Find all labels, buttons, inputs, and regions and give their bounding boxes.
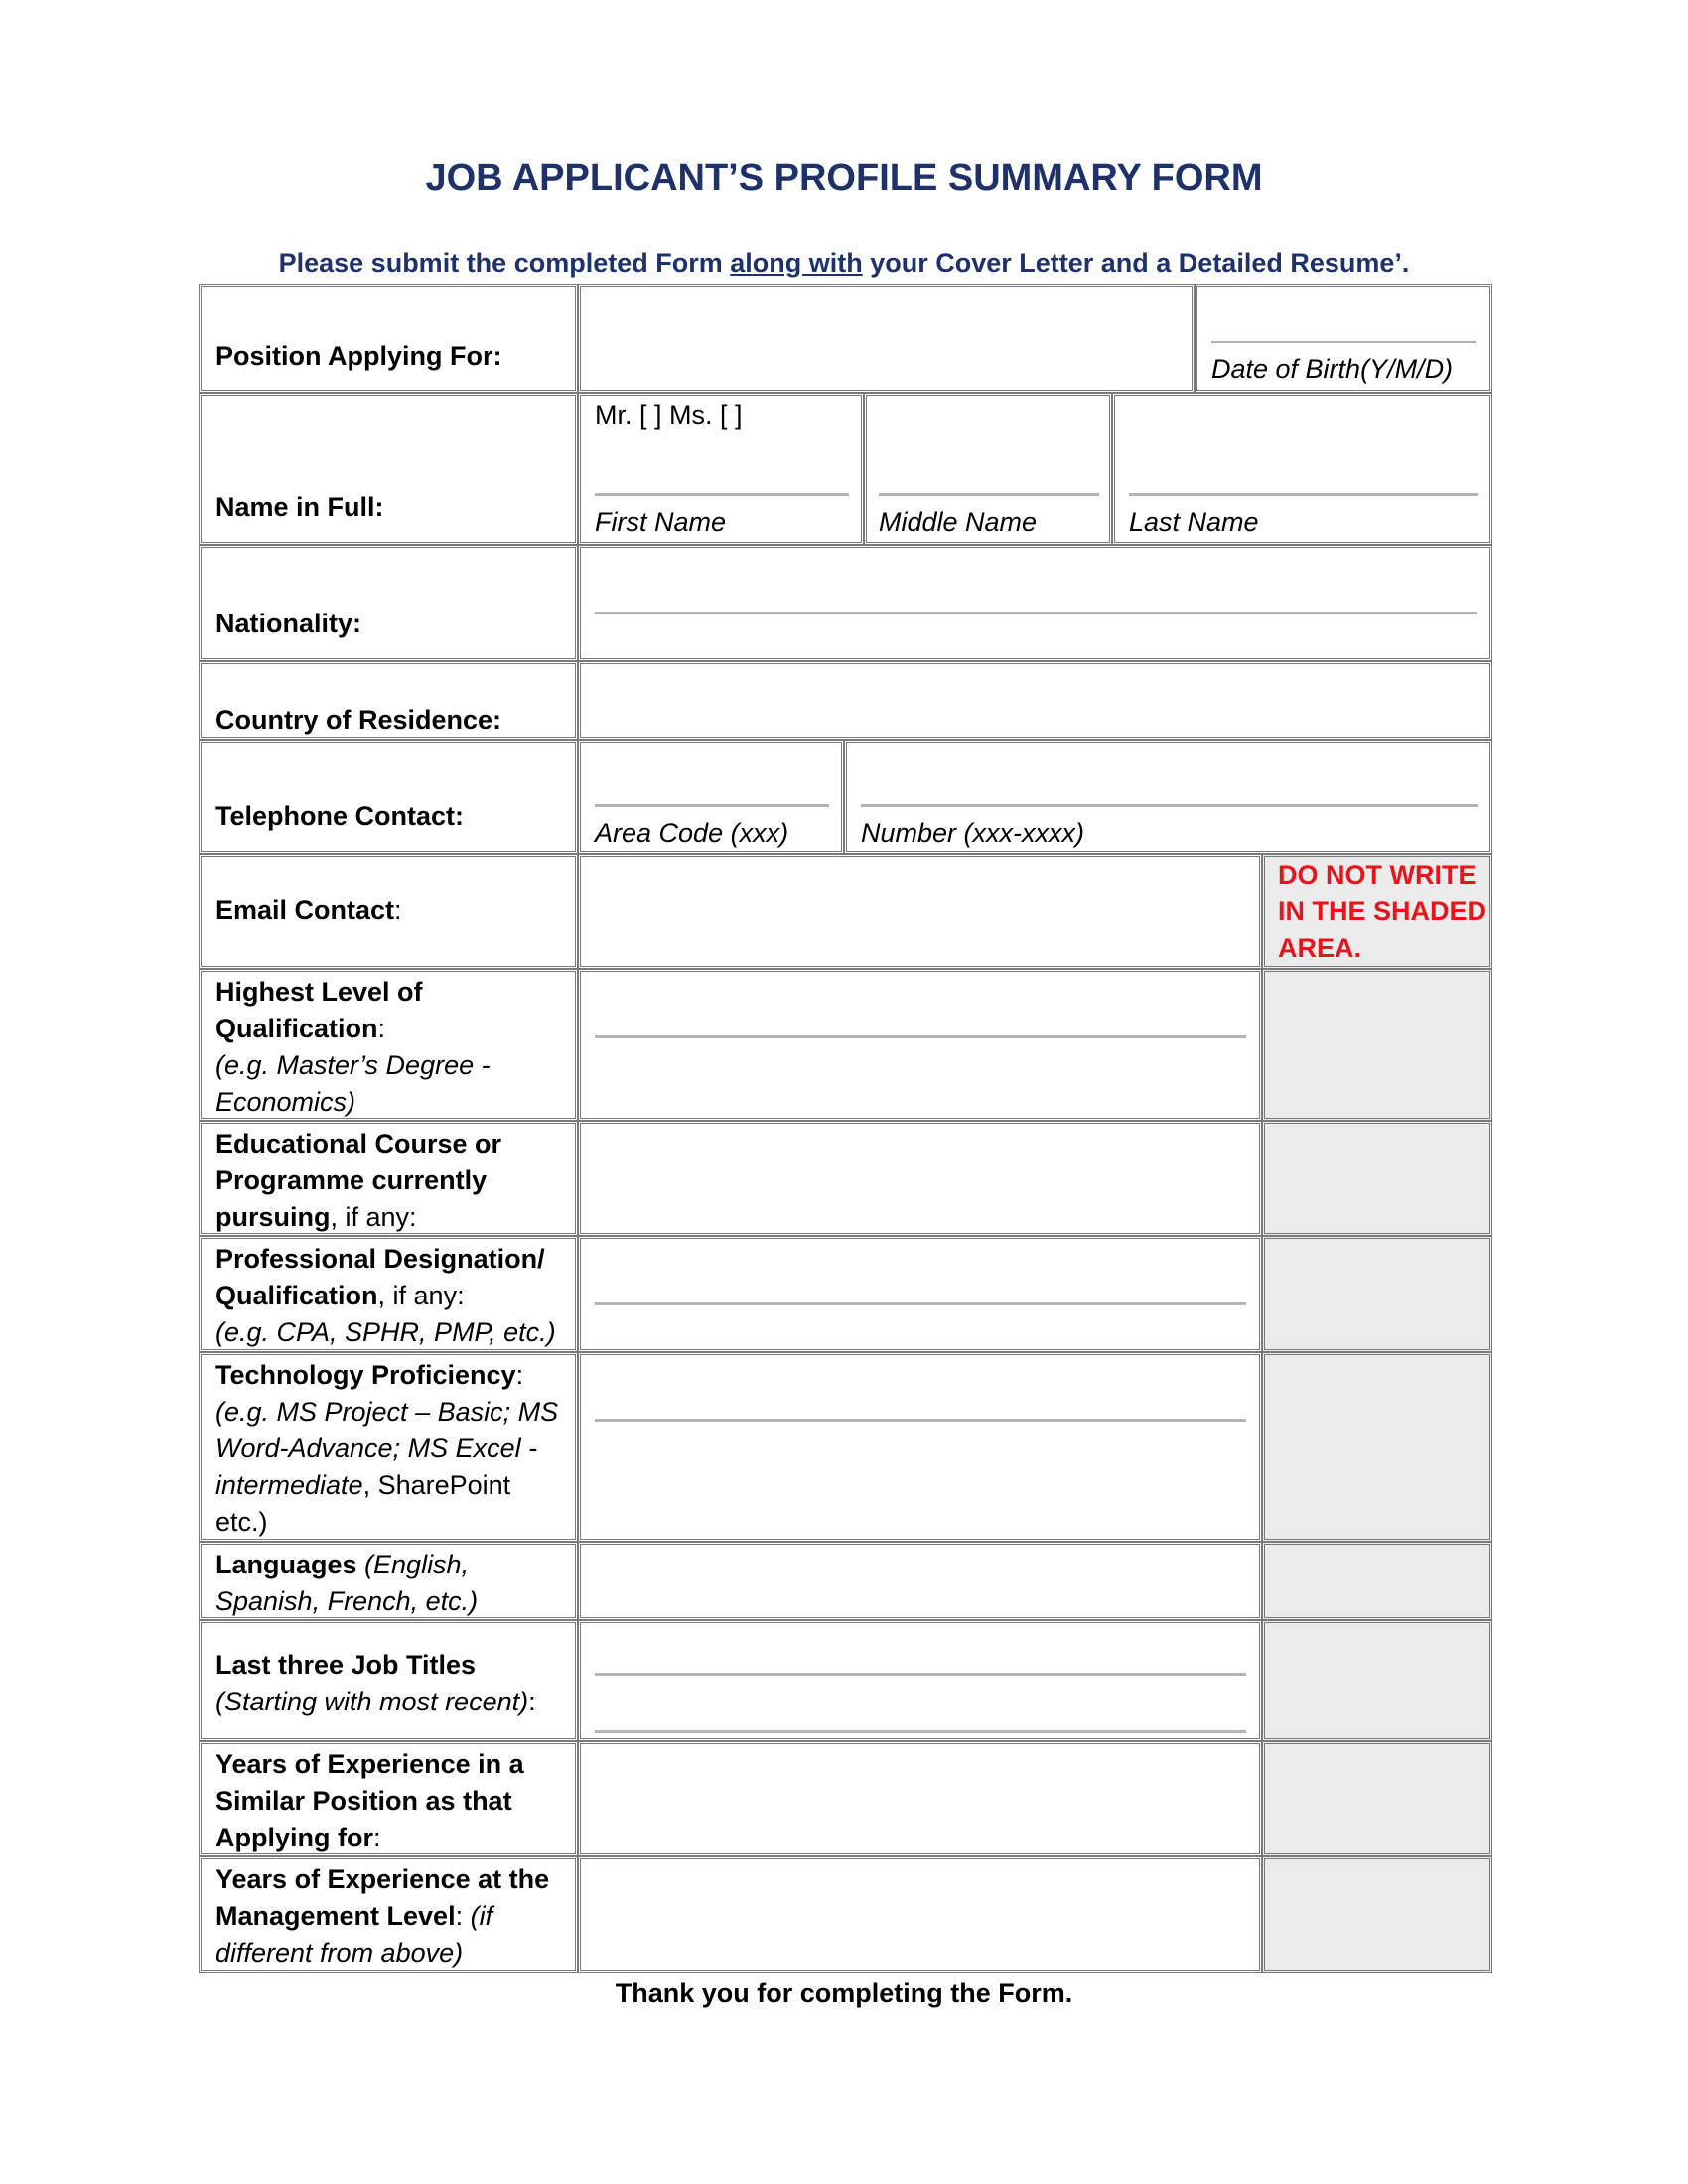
position-label-cell bbox=[199, 284, 578, 393]
experience-input-cell[interactable] bbox=[578, 1741, 1262, 1856]
experience-label-l3: Applying for bbox=[215, 1823, 373, 1852]
languages-example: Spanish, French, etc.) bbox=[215, 1586, 479, 1616]
form-instructions bbox=[0, 248, 1688, 279]
management-label-cell: Years of Experience at the Management Level: (if different from above) bbox=[199, 1856, 578, 1973]
languages-label: Languages bbox=[215, 1550, 357, 1579]
warning-line-2: IN THE SHADED bbox=[1278, 896, 1487, 926]
technology-office-cell bbox=[1262, 1352, 1492, 1542]
experience-label-l1: Years of Experience in a bbox=[215, 1749, 524, 1779]
name-label-cell bbox=[199, 393, 578, 545]
languages-label-cell: Languages (English, Spanish, French, etc.) bbox=[199, 1542, 578, 1620]
email-label-cell: Email Contact: bbox=[199, 854, 578, 969]
technology-example-l1: (e.g. MS Project – Basic; MS bbox=[215, 1397, 559, 1427]
form-title: JOB APPLICANT’S PROFILE SUMMARY FORM bbox=[425, 157, 1263, 199]
management-office-cell bbox=[1262, 1856, 1492, 1973]
course-label-cell: Educational Course or Programme currently pursuing, if any: bbox=[199, 1121, 578, 1236]
nationality-label-cell bbox=[199, 545, 578, 661]
course-office-cell bbox=[1262, 1121, 1492, 1236]
management-input-cell[interactable] bbox=[578, 1856, 1262, 1973]
area-code-hint: Area Code (xxx) bbox=[595, 818, 789, 848]
management-label-l2: Management Level bbox=[215, 1901, 456, 1931]
professional-office-cell bbox=[1262, 1236, 1492, 1352]
thank-you-note: Thank you for completing the Form. bbox=[615, 1979, 1073, 2008]
jobs-underline-2 bbox=[595, 1730, 1246, 1733]
qualification-underline bbox=[595, 1035, 1246, 1038]
qualification-input-cell[interactable] bbox=[578, 969, 1262, 1121]
nationality-input-cell[interactable] bbox=[578, 545, 1492, 661]
first-name-input-cell[interactable] bbox=[578, 393, 864, 545]
office-use-header bbox=[1262, 854, 1492, 969]
jobs-input-cell[interactable] bbox=[578, 1620, 1262, 1741]
qualification-example-l1: (e.g. Master’s Degree - bbox=[215, 1050, 491, 1080]
technology-example-l2: Word-Advance; MS Excel - bbox=[215, 1433, 538, 1463]
phone-number-hint: Number (xxx-xxxx) bbox=[861, 818, 1085, 848]
course-label-l2: Programme currently bbox=[215, 1165, 488, 1195]
dob-underline bbox=[1211, 341, 1476, 343]
qualification-office-cell bbox=[1262, 969, 1492, 1121]
middle-name-input-cell[interactable] bbox=[864, 393, 1112, 545]
management-example: different from above) bbox=[215, 1938, 464, 1968]
name-label: Name in Full: bbox=[215, 492, 384, 522]
middle-name-hint: Middle Name bbox=[879, 507, 1038, 537]
professional-label-cell: Professional Designation/ Qualification, if any: (e.g. CPA, SPHR, PMP, etc.) bbox=[199, 1236, 578, 1352]
first-name-underline bbox=[595, 493, 849, 496]
professional-label-l2: Qualification bbox=[215, 1281, 378, 1310]
experience-label-cell: Years of Experience in a Similar Position as that Applying for: bbox=[199, 1741, 578, 1856]
email-input-cell[interactable] bbox=[578, 854, 1262, 969]
jobs-office-cell bbox=[1262, 1620, 1492, 1741]
nationality-label: Nationality: bbox=[215, 609, 362, 638]
experience-office-cell bbox=[1262, 1741, 1492, 1856]
residence-label-cell bbox=[199, 661, 578, 740]
technology-underline bbox=[595, 1419, 1246, 1422]
residence-input-cell[interactable] bbox=[578, 661, 1492, 740]
warning-line-3: AREA. bbox=[1278, 933, 1362, 963]
technology-label: Technology Proficiency bbox=[215, 1360, 516, 1390]
experience-label-l2: Similar Position as that bbox=[215, 1786, 512, 1816]
instructions-part2: your Cover Letter and a Detailed Resume’. bbox=[862, 248, 1410, 278]
instructions-underlined: along with bbox=[730, 248, 863, 278]
professional-example: (e.g. CPA, SPHR, PMP, etc.) bbox=[215, 1317, 556, 1347]
middle-name-underline bbox=[879, 493, 1099, 496]
languages-input-cell[interactable] bbox=[578, 1542, 1262, 1620]
professional-underline bbox=[595, 1302, 1246, 1305]
telephone-label: Telephone Contact: bbox=[215, 801, 465, 831]
qualification-label-cell: Highest Level of Qualification: (e.g. Master’s Degree - Economics) bbox=[199, 969, 578, 1121]
professional-label-l1: Professional Designation/ bbox=[215, 1244, 545, 1274]
email-label: Email Contact bbox=[215, 895, 395, 925]
position-input-cell[interactable] bbox=[578, 284, 1195, 393]
course-label-l1: Educational Course or bbox=[215, 1129, 502, 1159]
dob-input-cell[interactable] bbox=[1195, 284, 1492, 393]
phone-number-underline bbox=[861, 804, 1478, 807]
professional-input-cell[interactable] bbox=[578, 1236, 1262, 1352]
instructions-part1: Please submit the completed Form bbox=[278, 248, 731, 278]
position-label: Position Applying For: bbox=[215, 341, 502, 371]
technology-label-cell: Technology Proficiency: (e.g. MS Project – Basic; MS Word-Advance; MS Excel - intermediate, SharePoint etc.) bbox=[199, 1352, 578, 1542]
jobs-label: Last three Job Titles bbox=[215, 1650, 477, 1680]
jobs-example: (Starting with most recent) bbox=[215, 1687, 529, 1716]
course-input-cell[interactable] bbox=[578, 1121, 1262, 1236]
area-code-input-cell[interactable] bbox=[578, 740, 844, 854]
salutation-checkboxes[interactable]: Mr. [ ] Ms. [ ] bbox=[595, 400, 743, 430]
technology-input-cell[interactable] bbox=[578, 1352, 1262, 1542]
warning-line-1: DO NOT WRITE bbox=[1278, 860, 1477, 889]
dob-hint: Date of Birth(Y/M/D) bbox=[1211, 354, 1454, 384]
qualification-label-l1: Highest Level of bbox=[215, 977, 423, 1007]
residence-label: Country of Residence: bbox=[215, 705, 502, 735]
qualification-label-l2: Qualification bbox=[215, 1014, 378, 1043]
telephone-label-cell bbox=[199, 740, 578, 854]
last-name-underline bbox=[1129, 493, 1478, 496]
last-name-input-cell[interactable] bbox=[1112, 393, 1492, 545]
qualification-example-l2: Economics) bbox=[215, 1087, 356, 1117]
phone-number-input-cell[interactable] bbox=[844, 740, 1492, 854]
technology-example-l4: etc.) bbox=[215, 1507, 268, 1537]
jobs-label-cell: Last three Job Titles (Starting with most recent): bbox=[199, 1620, 578, 1741]
course-label-l3: pursuing bbox=[215, 1202, 331, 1232]
jobs-underline-1 bbox=[595, 1673, 1246, 1676]
last-name-hint: Last Name bbox=[1129, 507, 1259, 537]
languages-office-cell bbox=[1262, 1542, 1492, 1620]
technology-example-l3: intermediate bbox=[215, 1470, 363, 1500]
area-code-underline bbox=[595, 804, 829, 807]
nationality-underline bbox=[595, 612, 1477, 614]
management-label-l1: Years of Experience at the bbox=[215, 1864, 550, 1894]
first-name-hint: First Name bbox=[595, 507, 727, 537]
